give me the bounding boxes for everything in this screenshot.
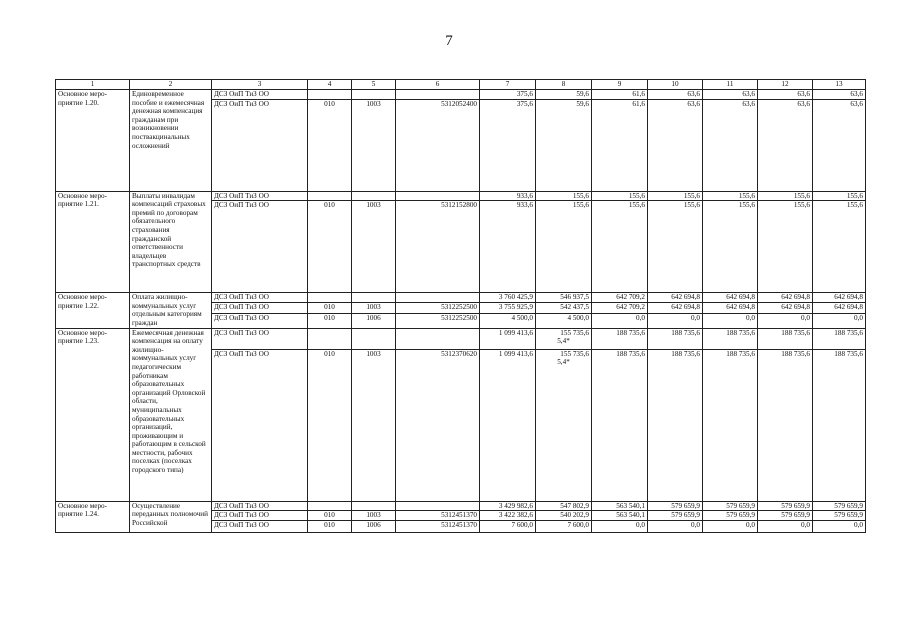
cell-y3 [648, 520, 703, 532]
cell-value: 63,6 [797, 99, 810, 108]
cell-exec [212, 90, 308, 100]
cell-value: 5312252500 [441, 313, 477, 322]
cell-value: 188 735,6 [781, 328, 810, 337]
cell-rzpr [352, 511, 396, 521]
cell-value: 010 [324, 99, 335, 108]
column-header-4: 4 [308, 80, 352, 90]
cell-value: 155,6 [846, 191, 863, 200]
measure-code-line: приятие 1.23. [58, 337, 99, 346]
cell-value: 579 659,9 [781, 501, 810, 510]
cell-rzpr [352, 501, 396, 511]
cell-y4 [703, 349, 758, 501]
cell-rzpr [352, 293, 396, 303]
cell-value: 61,6 [632, 90, 645, 98]
cell-value: 188 735,6 [671, 349, 700, 358]
cell-y6 [813, 293, 866, 303]
measure-code [56, 90, 130, 192]
cell-value: 579 659,9 [834, 511, 863, 520]
cell-y6 [813, 349, 866, 501]
cell-y1 [536, 293, 592, 303]
cell-csr [396, 191, 480, 201]
cell-value: 933,6 [516, 201, 533, 210]
cell-value: 5312152800 [441, 201, 477, 210]
cell-value: 155,6 [846, 201, 863, 210]
cell-y1 [536, 201, 592, 293]
cell-y4 [703, 303, 758, 313]
cell-value: 188 735,6 [616, 328, 645, 337]
cell-y5 [758, 90, 813, 100]
cell-y5 [758, 349, 813, 501]
cell-y2 [592, 293, 648, 303]
cell-grbs [308, 313, 352, 328]
cell-y6 [813, 191, 866, 201]
measure-code [56, 191, 130, 293]
cell-value: 1 099 413,6 [498, 349, 533, 358]
cell-value: 540 202,9 [560, 511, 589, 520]
cell-y3 [648, 511, 703, 521]
cell-value: 642 694,8 [671, 293, 700, 302]
measure-code [56, 501, 130, 532]
cell-y1 [536, 349, 592, 501]
cell-value: 0,0 [636, 313, 645, 322]
cell-value: 579 659,9 [726, 501, 755, 510]
cell-value: 59,6 [576, 90, 589, 98]
cell-value: 155,6 [628, 191, 645, 200]
cell-csr [396, 303, 480, 313]
cell-y1 [536, 511, 592, 521]
cell-value: ДСЗ ОиП ТиЗ ОО [214, 99, 269, 108]
cell-value: ДСЗ ОиП ТиЗ ОО [214, 191, 269, 200]
cell-y6 [813, 501, 866, 511]
cell-exec [212, 201, 308, 293]
cell-y3 [648, 303, 703, 313]
cell-value: 155,6 [793, 201, 810, 210]
cell-exec [212, 313, 308, 328]
cell-value: ДСЗ ОиП ТиЗ ОО [214, 293, 269, 302]
cell-rzpr [352, 520, 396, 532]
cell-y6 [813, 328, 866, 349]
cell-value: 1003 [366, 201, 381, 210]
cell-y6 [813, 303, 866, 313]
cell-value: 642 709,2 [616, 303, 645, 312]
cell-value: ДСЗ ОиП ТиЗ ОО [214, 349, 269, 358]
cell-value: 642 694,8 [781, 303, 810, 312]
cell-value: 1003 [366, 349, 381, 358]
cell-value: 3 422 382,6 [498, 511, 533, 520]
table-row [56, 328, 866, 349]
cell-value: ДСЗ ОиП ТиЗ ОО [214, 328, 269, 337]
cell-value: 188 735,6 [726, 328, 755, 337]
cell-value: 010 [324, 303, 335, 312]
cell-note: 5,4* [557, 337, 570, 346]
cell-value: 563 540,1 [616, 511, 645, 520]
cell-y3 [648, 349, 703, 501]
cell-value: 0,0 [746, 520, 755, 529]
cell-exec [212, 349, 308, 501]
cell-value: 155,6 [738, 201, 755, 210]
cell-y1 [536, 90, 592, 100]
cell-value: 0,0 [801, 313, 810, 322]
cell-y5 [758, 501, 813, 511]
cell-y1 [536, 328, 592, 349]
cell-y5 [758, 191, 813, 201]
cell-value: 010 [324, 511, 335, 520]
cell-value: 155,6 [683, 191, 700, 200]
cell-y3 [648, 313, 703, 328]
cell-value: 5312451370 [441, 511, 477, 520]
cell-rzpr [352, 90, 396, 100]
measure-code-line: приятие 1.20. [58, 98, 99, 107]
measure-code-line: Основное меро- [58, 90, 108, 98]
cell-value: 933,6 [516, 191, 533, 200]
cell-value: 3 760 425,9 [498, 293, 533, 302]
cell-total [480, 303, 536, 313]
cell-exec [212, 501, 308, 511]
cell-total [480, 349, 536, 501]
cell-y3 [648, 201, 703, 293]
cell-value: 642 694,8 [781, 293, 810, 302]
cell-value: 0,0 [691, 520, 700, 529]
measure-name: Выплаты инвалидам компенсаций страховых премий по договорам обязательного страхования гражданской ответственности владельцев транспортных средств [130, 191, 212, 293]
cell-value: 579 659,9 [834, 501, 863, 510]
cell-value: 642 694,8 [726, 303, 755, 312]
cell-value: ДСЗ ОиП ТиЗ ОО [214, 520, 269, 529]
cell-csr [396, 90, 480, 100]
cell-value: 7 600,0 [567, 520, 589, 529]
cell-y2 [592, 501, 648, 511]
cell-total [480, 90, 536, 100]
measure-code-line: Основное меро- [58, 191, 108, 200]
cell-y2 [592, 99, 648, 191]
cell-y4 [703, 511, 758, 521]
cell-value: ДСЗ ОиП ТиЗ ОО [214, 511, 269, 520]
cell-csr [396, 313, 480, 328]
cell-value: 155,6 [572, 191, 589, 200]
cell-value: 188 735,6 [781, 349, 810, 358]
cell-value: 7 600,0 [511, 520, 533, 529]
budget-table [55, 79, 866, 533]
cell-y6 [813, 520, 866, 532]
cell-value: 0,0 [854, 313, 863, 322]
cell-y6 [813, 511, 866, 521]
page-number: 7 [445, 33, 453, 49]
cell-grbs [308, 90, 352, 100]
cell-value: 1003 [366, 303, 381, 312]
cell-value: 63,6 [742, 99, 755, 108]
cell-value: ДСЗ ОиП ТиЗ ОО [214, 201, 269, 210]
cell-value: 547 802,9 [560, 501, 589, 510]
measure-name: Оплата жилищно-коммунальных услуг отдельным категориям граждан [130, 293, 212, 328]
cell-grbs [308, 303, 352, 313]
column-header-8: 8 [536, 80, 592, 90]
table-row [56, 501, 866, 511]
cell-value: 1006 [366, 313, 381, 322]
cell-y1 [536, 313, 592, 328]
cell-value: 188 735,6 [726, 349, 755, 358]
cell-total [480, 201, 536, 293]
cell-y5 [758, 293, 813, 303]
cell-value: 0,0 [854, 520, 863, 529]
cell-total [480, 501, 536, 511]
cell-y6 [813, 201, 866, 293]
cell-value: 63,6 [742, 90, 755, 98]
column-header-12: 12 [758, 80, 813, 90]
cell-total [480, 99, 536, 191]
measure-code-line: приятие 1.21. [58, 200, 99, 209]
measure-name: Единовременное пособие и ежемесячная денежная компенсация гражданам при возникновении поствакцинальных осложнений [130, 90, 212, 192]
cell-rzpr [352, 349, 396, 501]
cell-value: 1003 [366, 511, 381, 520]
cell-value: 63,6 [687, 90, 700, 98]
cell-exec [212, 303, 308, 313]
cell-total [480, 328, 536, 349]
cell-value: 0,0 [691, 313, 700, 322]
cell-csr [396, 328, 480, 349]
cell-grbs [308, 349, 352, 501]
measure-code [56, 328, 130, 501]
column-header-9: 9 [592, 80, 648, 90]
cell-value: 642 694,8 [726, 293, 755, 302]
measure-code-line: приятие 1.22. [58, 301, 99, 310]
cell-y3 [648, 191, 703, 201]
measure-code-line: приятие 1.24. [58, 510, 99, 519]
cell-y2 [592, 90, 648, 100]
cell-value: 59,6 [576, 99, 589, 108]
cell-y6 [813, 90, 866, 100]
column-header-1: 1 [56, 80, 130, 90]
cell-exec [212, 520, 308, 532]
cell-value: 155,6 [683, 201, 700, 210]
header-row [56, 80, 866, 90]
cell-value: ДСЗ ОиП ТиЗ ОО [214, 313, 269, 322]
cell-exec [212, 293, 308, 303]
cell-value: ДСЗ ОиП ТиЗ ОО [214, 303, 269, 312]
cell-note: 5,4* [557, 358, 570, 367]
cell-grbs [308, 191, 352, 201]
cell-value: ДСЗ ОиП ТиЗ ОО [214, 501, 269, 510]
cell-value: 642 694,8 [834, 293, 863, 302]
cell-value: 155,6 [628, 201, 645, 210]
cell-rzpr [352, 313, 396, 328]
cell-value: 155 735,6 [560, 349, 589, 358]
cell-value: 010 [324, 313, 335, 322]
cell-value: 4 500,0 [567, 313, 589, 322]
cell-value: 375,6 [516, 99, 533, 108]
cell-value: 5312052400 [441, 99, 477, 108]
cell-value: 188 735,6 [671, 328, 700, 337]
cell-csr [396, 349, 480, 501]
cell-rzpr [352, 328, 396, 349]
cell-value: 1003 [366, 99, 381, 108]
column-header-5: 5 [352, 80, 396, 90]
cell-csr [396, 511, 480, 521]
cell-y4 [703, 99, 758, 191]
cell-total [480, 511, 536, 521]
cell-csr [396, 293, 480, 303]
cell-y3 [648, 293, 703, 303]
cell-y4 [703, 501, 758, 511]
cell-csr [396, 520, 480, 532]
cell-y4 [703, 201, 758, 293]
cell-grbs [308, 520, 352, 532]
cell-value: 5312370620 [441, 349, 477, 358]
cell-y4 [703, 328, 758, 349]
cell-value: 5312451370 [441, 520, 477, 529]
cell-y2 [592, 191, 648, 201]
table-row [56, 191, 866, 201]
cell-y4 [703, 313, 758, 328]
table-body [56, 80, 866, 533]
cell-y5 [758, 313, 813, 328]
cell-value: 0,0 [801, 520, 810, 529]
cell-y4 [703, 293, 758, 303]
cell-y2 [592, 328, 648, 349]
cell-grbs [308, 201, 352, 293]
cell-value: 642 709,2 [616, 293, 645, 302]
cell-value: 3 755 925,9 [498, 303, 533, 312]
cell-value: 642 694,8 [834, 303, 863, 312]
cell-value: 0,0 [746, 313, 755, 322]
cell-value: 010 [324, 201, 335, 210]
cell-value: 1 099 413,6 [498, 328, 533, 337]
cell-grbs [308, 511, 352, 521]
cell-value: 61,6 [632, 99, 645, 108]
cell-value: 563 540,1 [616, 501, 645, 510]
cell-value: 1006 [366, 520, 381, 529]
cell-exec [212, 99, 308, 191]
cell-y1 [536, 520, 592, 532]
cell-y1 [536, 303, 592, 313]
cell-total [480, 293, 536, 303]
column-header-13: 13 [813, 80, 866, 90]
cell-rzpr [352, 191, 396, 201]
cell-value: 155,6 [738, 191, 755, 200]
cell-y3 [648, 328, 703, 349]
cell-y1 [536, 191, 592, 201]
table-row [56, 293, 866, 303]
cell-value: 63,6 [850, 90, 863, 98]
cell-y2 [592, 511, 648, 521]
column-header-10: 10 [648, 80, 703, 90]
cell-value: 3 429 982,6 [498, 501, 533, 510]
cell-y5 [758, 511, 813, 521]
cell-y2 [592, 313, 648, 328]
measure-code [56, 293, 130, 328]
cell-value: 546 937,5 [560, 293, 589, 302]
cell-value: 155 735,6 [560, 328, 589, 337]
cell-value: 63,6 [797, 90, 810, 98]
cell-value: 375,6 [516, 90, 533, 98]
cell-grbs [308, 328, 352, 349]
column-header-11: 11 [703, 80, 758, 90]
cell-rzpr [352, 201, 396, 293]
cell-y2 [592, 201, 648, 293]
measure-code-line: Основное меро- [58, 328, 108, 337]
cell-y3 [648, 501, 703, 511]
cell-value: 579 659,9 [781, 511, 810, 520]
column-header-2: 2 [130, 80, 212, 90]
cell-value: 579 659,9 [671, 511, 700, 520]
measure-name: Ежемесячная денежная компенсация на оплату жилищно-коммунальных услуг педагогическим работникам образовательных организаций Орловской области, муниципальных образовательных организаций, проживающим и работающим в сельской местности, рабочих поселках (поселках городского типа) [130, 328, 212, 501]
cell-csr [396, 201, 480, 293]
cell-y4 [703, 191, 758, 201]
cell-y4 [703, 520, 758, 532]
cell-value: 155,6 [572, 201, 589, 210]
cell-value: 642 694,8 [671, 303, 700, 312]
cell-y5 [758, 303, 813, 313]
cell-exec [212, 191, 308, 201]
cell-y5 [758, 520, 813, 532]
cell-total [480, 520, 536, 532]
cell-exec [212, 511, 308, 521]
cell-value: 542 437,5 [560, 303, 589, 312]
cell-value: 5312252500 [441, 303, 477, 312]
cell-grbs [308, 99, 352, 191]
cell-rzpr [352, 303, 396, 313]
cell-y5 [758, 328, 813, 349]
column-header-6: 6 [396, 80, 480, 90]
cell-value: 010 [324, 349, 335, 358]
cell-y5 [758, 201, 813, 293]
cell-y2 [592, 520, 648, 532]
cell-value: 63,6 [850, 99, 863, 108]
cell-rzpr [352, 99, 396, 191]
cell-value: 010 [324, 520, 335, 529]
cell-y2 [592, 349, 648, 501]
cell-value: 155,6 [793, 191, 810, 200]
column-header-3: 3 [212, 80, 308, 90]
cell-value: 63,6 [687, 99, 700, 108]
cell-value: 188 735,6 [834, 328, 863, 337]
cell-value: 0,0 [636, 520, 645, 529]
cell-total [480, 313, 536, 328]
cell-grbs [308, 501, 352, 511]
measure-code-line: Основное меро- [58, 293, 108, 302]
cell-y6 [813, 313, 866, 328]
table-row [56, 90, 866, 100]
measure-code-line: Основное меро- [58, 501, 108, 510]
cell-value: 4 500,0 [511, 313, 533, 322]
cell-value: 579 659,9 [671, 501, 700, 510]
cell-value: 188 735,6 [834, 349, 863, 358]
cell-total [480, 191, 536, 201]
cell-y3 [648, 90, 703, 100]
cell-y5 [758, 99, 813, 191]
cell-y1 [536, 501, 592, 511]
column-header-7: 7 [480, 80, 536, 90]
cell-grbs [308, 293, 352, 303]
cell-y2 [592, 303, 648, 313]
cell-value: 188 735,6 [616, 349, 645, 358]
cell-csr [396, 501, 480, 511]
cell-exec [212, 328, 308, 349]
cell-value: ДСЗ ОиП ТиЗ ОО [214, 90, 269, 98]
cell-y1 [536, 99, 592, 191]
cell-csr [396, 99, 480, 191]
cell-value: 579 659,9 [726, 511, 755, 520]
cell-y6 [813, 99, 866, 191]
cell-y3 [648, 99, 703, 191]
cell-y4 [703, 90, 758, 100]
measure-name: Осуществление переданных полномочий Российской [130, 501, 212, 532]
